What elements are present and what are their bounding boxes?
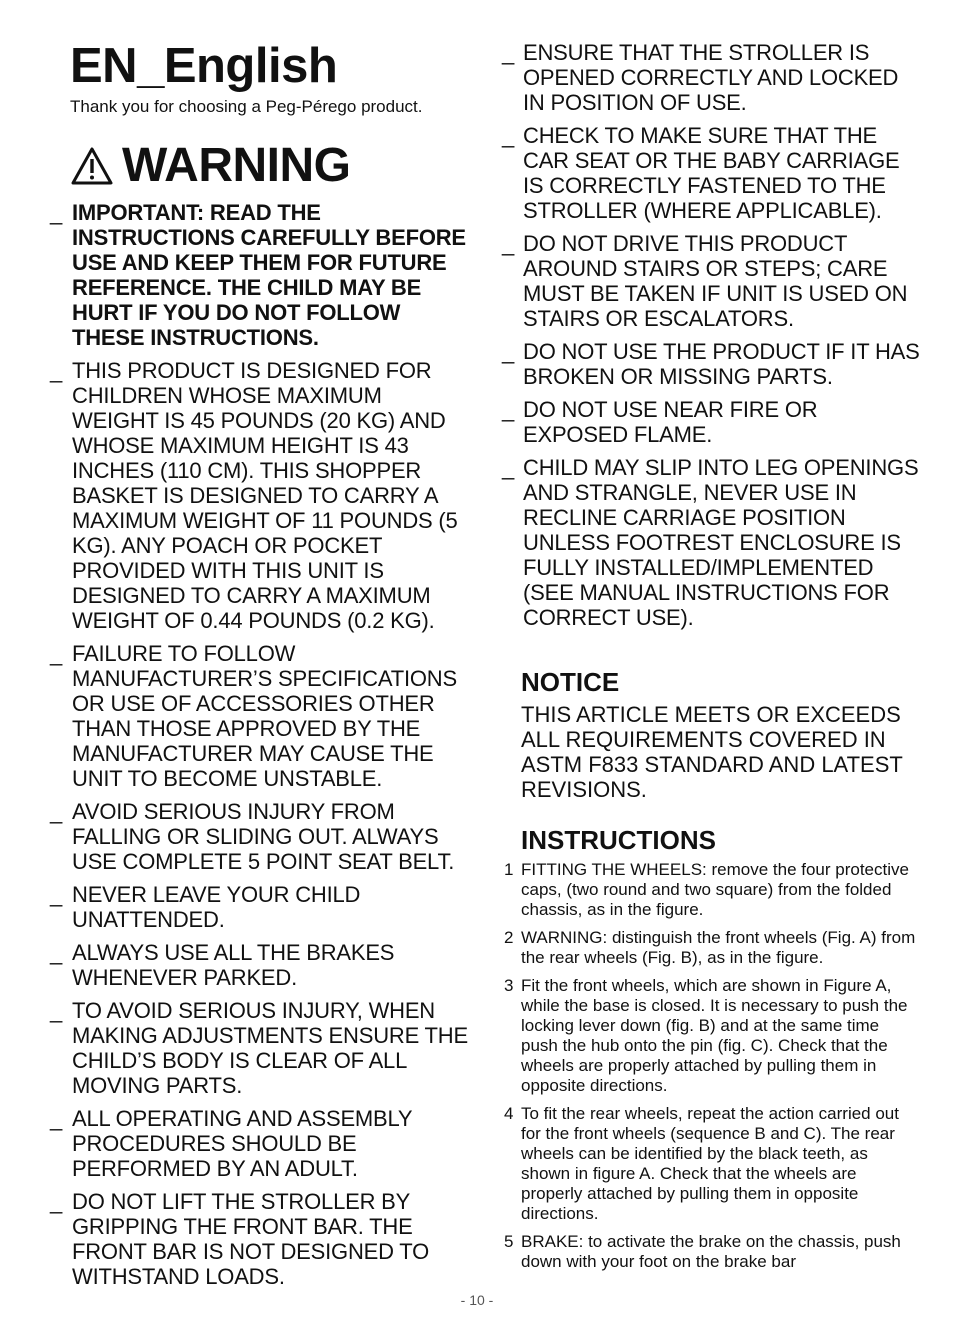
warning-item-text: ALWAYS USE ALL THE BRAKES WHENEVER PARKED. [72, 940, 395, 990]
warning-item [500, 40, 920, 115]
warning-item [500, 455, 920, 630]
warning-list-left [48, 200, 468, 1289]
warning-item [48, 358, 468, 633]
instruction-step [500, 1104, 920, 1224]
left-column [48, 36, 468, 1297]
instruction-step [500, 1232, 920, 1272]
bullet-dash: _ [502, 455, 515, 480]
warning-title: WARNING [122, 139, 351, 192]
bullet-dash: _ [50, 940, 63, 965]
warning-item-text: DO NOT USE NEAR FIRE OR EXPOSED FLAME. [523, 397, 818, 447]
warning-triangle-icon [70, 146, 114, 186]
bullet-dash: _ [502, 40, 515, 65]
warning-item-text: FAILURE TO FOLLOW MANUFACTURER’S SPECIFICATIONS OR USE OF ACCESSORIES OTHER THAN THOSE APPROVED BY THE MANUFACTURER MAY CAUSE THE UNIT TO BECOME UNSTABLE. [72, 641, 457, 791]
warning-item [48, 799, 468, 874]
warning-item-text: ENSURE THAT THE STROLLER IS OPENED CORRECTLY AND LOCKED IN POSITION OF USE. [523, 40, 899, 115]
step-text: Fit the front wheels, which are shown in Figure A, while the base is closed. It is necessary to push the locking lever down (fig. B) and at the same time push the hub onto the pin (fig. C). Check that the wheels are properly attached by pulling them in opposite directions. [521, 976, 908, 1095]
warning-item [500, 123, 920, 223]
warning-item-text: DO NOT DRIVE THIS PRODUCT AROUND STAIRS OR STEPS; CARE MUST BE TAKEN IF UNIT IS USED ON STAIRS OR ESCALATORS. [523, 231, 908, 331]
step-number: 2 [504, 928, 514, 947]
warning-heading [70, 138, 468, 194]
instruction-step [500, 928, 920, 968]
warning-item [500, 397, 920, 447]
warning-item [48, 200, 468, 350]
warning-item-text: ALL OPERATING AND ASSEMBLY PROCEDURES SHOULD BE PERFORMED BY AN ADULT. [72, 1106, 413, 1181]
right-column [500, 40, 920, 1280]
instructions-list [500, 860, 920, 1272]
warning-item [48, 1189, 468, 1289]
bullet-dash: _ [50, 1106, 63, 1131]
instruction-step [500, 976, 920, 1096]
warning-item-text: NEVER LEAVE YOUR CHILD UNATTENDED. [72, 882, 361, 932]
page-title: EN_English [70, 39, 338, 93]
warning-item-text: IMPORTANT: READ THE INSTRUCTIONS CAREFULLY BEFORE USE AND KEEP THEM FOR FUTURE REFERENCE. THE CHILD MAY BE HURT IF YOU DO NOT FOLLOW THESE INSTRUCTIONS. [72, 200, 466, 350]
bullet-dash: _ [50, 200, 63, 225]
bullet-dash: _ [50, 998, 63, 1023]
warning-item-text: DO NOT USE THE PRODUCT IF IT HAS BROKEN OR MISSING PARTS. [523, 339, 920, 389]
bullet-dash: _ [50, 641, 63, 666]
warning-item [500, 231, 920, 331]
warning-item-text: AVOID SERIOUS INJURY FROM FALLING OR SLIDING OUT. ALWAYS USE COMPLETE 5 POINT SEAT BELT. [72, 799, 455, 874]
warning-list-right [500, 40, 920, 630]
bullet-dash: _ [50, 358, 63, 383]
step-number: 3 [504, 976, 514, 995]
step-text: FITTING THE WHEELS: remove the four protective caps, (two round and two square) from the folded chassis, as in the figure. [521, 860, 909, 919]
bullet-dash: _ [502, 339, 515, 364]
page-number: - 10 - [460, 1292, 494, 1308]
thanks-text: Thank you for choosing a Peg-Pérego product. [70, 97, 423, 116]
instruction-step [500, 860, 920, 920]
warning-item-text: TO AVOID SERIOUS INJURY, WHEN MAKING ADJUSTMENTS ENSURE THE CHILD’S BODY IS CLEAR OF ALL MOVING PARTS. [72, 998, 468, 1098]
step-text: BRAKE: to activate the brake on the chassis, push down with your foot on the brake bar [521, 1232, 901, 1271]
instructions-heading: INSTRUCTIONS [521, 825, 716, 855]
warning-item-text: CHILD MAY SLIP INTO LEG OPENINGS AND STRANGLE, NEVER USE IN RECLINE CARRIAGE POSITION UNLESS FOOTREST ENCLOSURE IS FULLY INSTALLED/IMPLEMENTED (SEE MANUAL INSTRUCTIONS FOR CORRECT USE). [523, 455, 919, 630]
bullet-dash: _ [50, 1189, 63, 1214]
warning-item-text: CHECK TO MAKE SURE THAT THE CAR SEAT OR THE BABY CARRIAGE IS CORRECTLY FASTENED TO THE STROLLER (WHERE APPLICABLE). [523, 123, 900, 223]
bullet-dash: _ [502, 397, 515, 422]
step-number: 1 [504, 860, 514, 879]
notice-heading: NOTICE [521, 667, 620, 697]
warning-item [48, 998, 468, 1098]
warning-item [48, 641, 468, 791]
warning-item [48, 1106, 468, 1181]
step-text: To fit the rear wheels, repeat the action carried out for the front wheels (sequence B and C). The rear wheels can be identified by the black teeth, as shown in figure A. Check that the wheels are properly attached by pulling them in opposite directions. [521, 1104, 899, 1223]
step-number: 4 [504, 1104, 514, 1123]
warning-item [500, 339, 920, 389]
notice-text: THIS ARTICLE MEETS OR EXCEEDS ALL REQUIREMENTS COVERED IN ASTM F833 STANDARD AND LATEST REVISIONS. [521, 702, 903, 802]
bullet-dash: _ [50, 882, 63, 907]
bullet-dash: _ [502, 123, 515, 148]
warning-item-text: DO NOT LIFT THE STROLLER BY GRIPPING THE FRONT BAR. THE FRONT BAR IS NOT DESIGNED TO WITHSTAND LOADS. [72, 1189, 430, 1289]
warning-item [48, 940, 468, 990]
warning-item-text: THIS PRODUCT IS DESIGNED FOR CHILDREN WHOSE MAXIMUM WEIGHT IS 45 POUNDS (20 KG) AND WHOSE MAXIMUM HEIGHT IS 43 INCHES (110 CM). THIS SHOPPER BASKET IS DESIGNED TO CARRY A MAXIMUM WEIGHT OF 11 POUNDS (5 KG). ANY POACH OR POCKET PROVIDED WITH THIS UNIT IS DESIGNED TO CARRY A MAXIMUM WEIGHT OF 0.44 POUNDS (0.2 KG). [72, 358, 458, 633]
bullet-dash: _ [50, 799, 63, 824]
step-number: 5 [504, 1232, 514, 1251]
bullet-dash: _ [502, 231, 515, 256]
warning-item [48, 882, 468, 932]
step-text: WARNING: distinguish the front wheels (Fig. A) from the rear wheels (Fig. B), as in the figure. [521, 928, 916, 967]
